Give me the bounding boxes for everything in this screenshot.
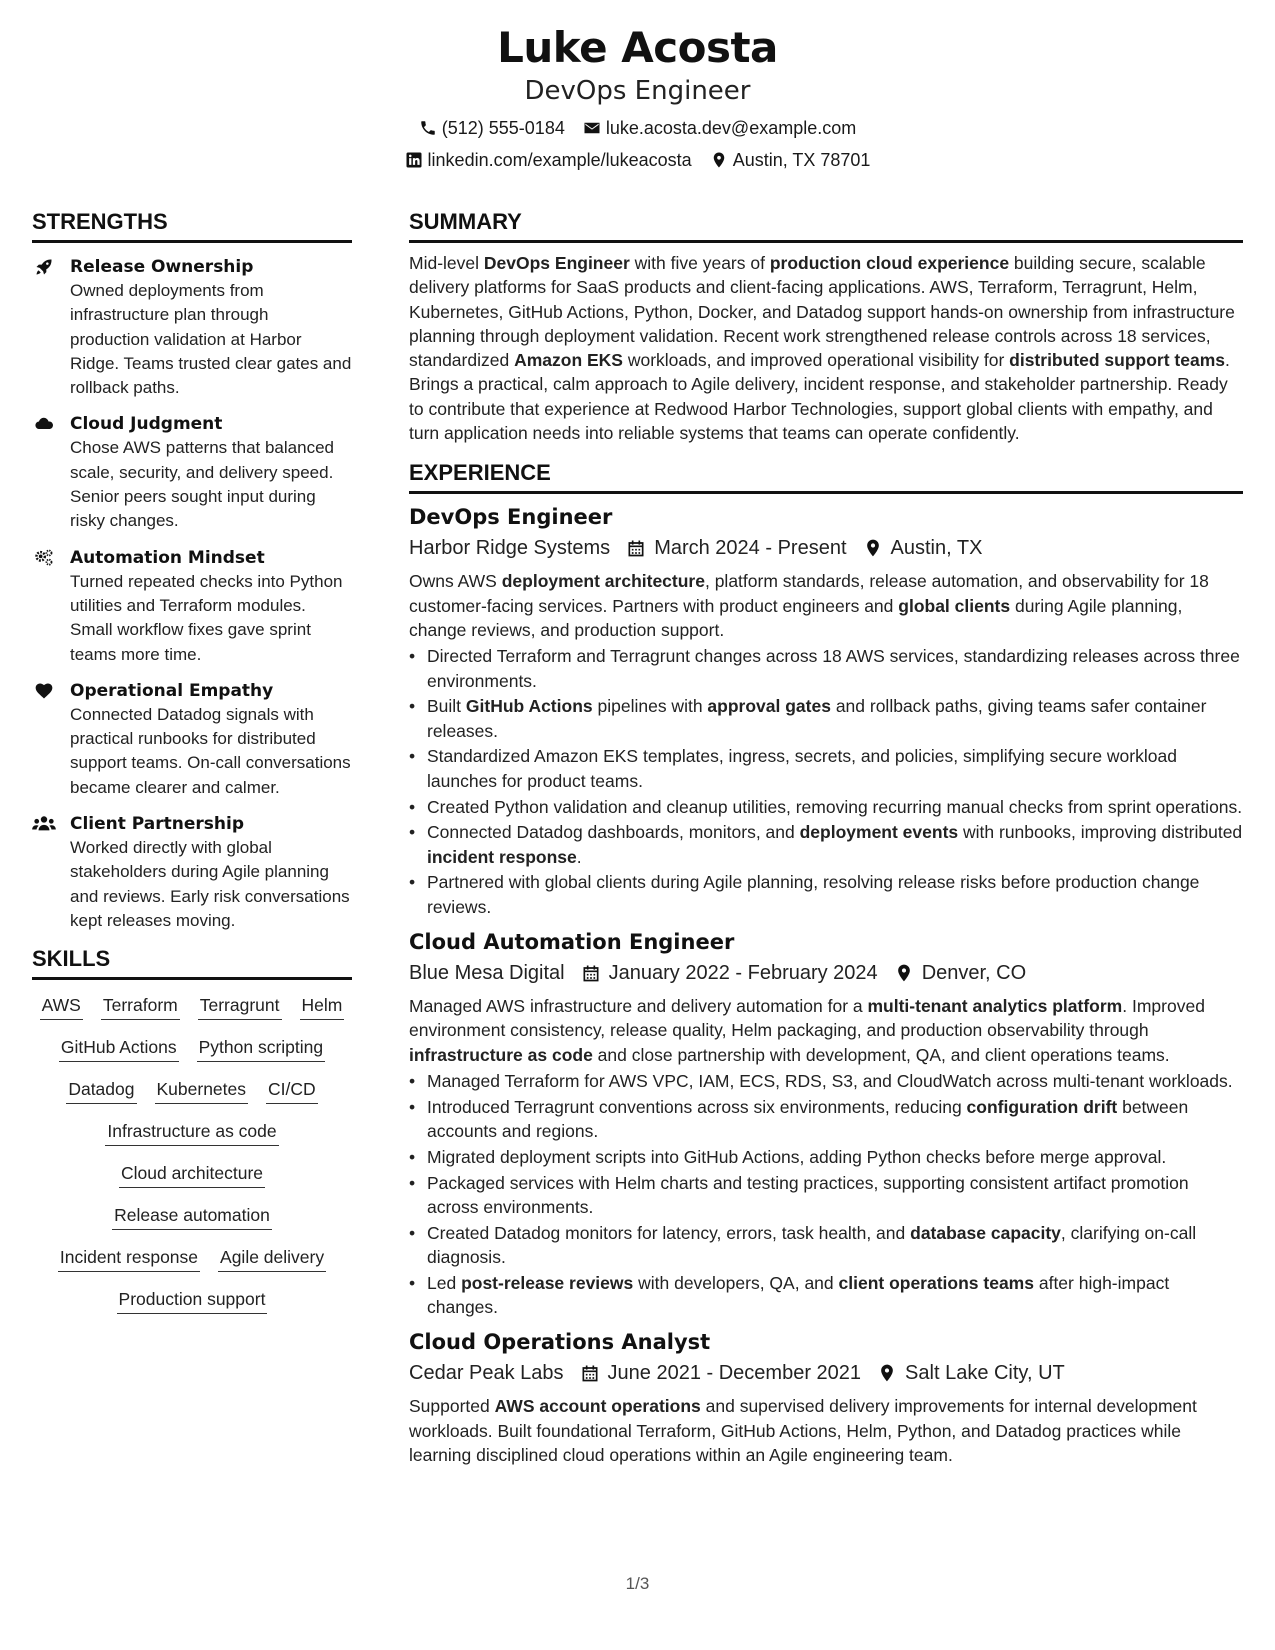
strength-item <box>32 412 352 533</box>
candidate-title: DevOps Engineer <box>524 76 751 106</box>
job-dates: March 2024 - Present <box>654 537 847 560</box>
strength-item <box>32 679 352 800</box>
cloud-icon <box>32 414 56 434</box>
job-dates: January 2022 - February 2024 <box>608 962 878 985</box>
strength-item <box>32 546 352 667</box>
skill-tag: Infrastructure as code <box>105 1118 278 1146</box>
bold-keyword: Amazon EKS <box>514 350 623 371</box>
bold-keyword: database capacity <box>910 1222 1061 1243</box>
strength-desc: Turned repeated checks into Python utilities and Terraform modules. Small workflow fixes gave sprint teams more time. <box>70 571 343 664</box>
bold-keyword: global clients <box>898 595 1011 616</box>
strength-title: Client Partnership <box>70 814 245 835</box>
job-location: Austin, TX <box>890 537 983 560</box>
calendar-icon <box>581 963 601 983</box>
gears-icon <box>32 548 56 568</box>
bold-keyword: AWS account operations <box>494 1396 701 1417</box>
map-pin-icon <box>710 151 728 169</box>
skill-tag: Terragrunt <box>198 992 282 1020</box>
bullet-item: • Led post-release reviews with developers, QA, and client operations teams after high-impact changes. <box>409 1271 1243 1320</box>
linkedin-text: linkedin.com/example/lukeacosta <box>427 150 692 170</box>
phone-icon <box>419 119 437 137</box>
strength-desc: Chose AWS patterns that balanced scale, security, and delivery speed. Senior peers sought input during risky changes. <box>70 438 334 531</box>
strengths-heading: STRENGTHS <box>32 208 352 243</box>
strength-desc: Connected Datadog signals with practical runbooks for distributed support teams. On-call conversations became clearer and calmer. <box>70 704 351 797</box>
envelope-icon <box>583 119 601 137</box>
job-company: Blue Mesa Digital <box>409 962 565 985</box>
job-bullets <box>409 1069 1243 1319</box>
bullet-item: • Managed Terraform for AWS VPC, IAM, ECS, RDS, S3, and CloudWatch across multi-tenant workloads. <box>409 1069 1243 1093</box>
bullet-item: • Connected Datadog dashboards, monitors, and deployment events with runbooks, improving distributed incident response. <box>409 820 1243 869</box>
summary-heading: SUMMARY <box>409 208 1243 243</box>
bold-keyword: deployment events <box>799 822 959 843</box>
job-bullets <box>409 644 1243 919</box>
linkedin-icon <box>405 151 423 169</box>
skill-tag: Helm <box>300 992 345 1020</box>
bullet-item: • Migrated deployment scripts into GitHub Actions, adding Python checks before merge approval. <box>409 1145 1243 1169</box>
map-pin-icon <box>863 538 883 558</box>
strength-title: Cloud Judgment <box>70 414 223 435</box>
experience-heading: EXPERIENCE <box>409 459 1243 494</box>
summary-text: Mid-level DevOps Engineer with five years of production cloud experience building secure, scalable delivery platforms for SaaS products and client-facing applications. AWS, Terraform, Terragrunt, Helm, Kubernetes, GitHub Actions, Python, Docker, and Datadog support hands-on ownership from infrastructure planning through deployment validation. Recent work strengthened release controls across 18 services, standardized Amazon EKS workloads, and improved operational visibility for distributed support teams. Brings a practical, calm approach to Agile delivery, incident response, and stakeholder partnership. Ready to contribute that experience at Redwood Harbor Technologies, support global clients with empathy, and turn application needs into reliable systems that teams can operate confidently. <box>409 253 1235 444</box>
bold-keyword: configuration drift <box>966 1096 1118 1117</box>
bold-keyword: approval gates <box>707 696 831 717</box>
strength-title: Operational Empathy <box>70 680 274 701</box>
calendar-icon <box>626 538 646 558</box>
heart-icon <box>32 681 56 701</box>
skill-tag: Agile delivery <box>218 1244 326 1272</box>
job-dates: June 2021 - December 2021 <box>607 1362 862 1385</box>
job-location: Salt Lake City, UT <box>905 1362 1065 1385</box>
users-icon <box>32 814 56 834</box>
bullet-item: • Created Datadog monitors for latency, errors, task health, and database capacity, clarifying on-call diagnosis. <box>409 1221 1243 1270</box>
skill-tag: Datadog <box>66 1076 136 1104</box>
page-number: 1/3 <box>625 1574 650 1593</box>
skill-tag: Python scripting <box>197 1034 326 1062</box>
job-description: Supported AWS account operations and supervised delivery improvements for internal development workloads. Built foundational Terraform, GitHub Actions, Helm, Python, and Datadog practices while learning disciplined cloud operations within an Agile engineering team. <box>409 1396 1197 1465</box>
bullet-item: • Standardized Amazon EKS templates, ingress, secrets, and policies, simplifying secure workload launches for product teams. <box>409 744 1243 793</box>
location-text: Austin, TX 78701 <box>732 150 871 170</box>
bullet-item: • Directed Terraform and Terragrunt changes across 18 AWS services, standardizing releases across three environments. <box>409 644 1243 693</box>
bold-keyword: client operations teams <box>838 1272 1034 1293</box>
bold-keyword: multi-tenant analytics platform <box>867 996 1123 1017</box>
skill-tag: GitHub Actions <box>59 1034 179 1062</box>
rocket-icon <box>32 257 56 277</box>
bold-keyword: post-release reviews <box>461 1272 634 1293</box>
candidate-name: Luke Acosta <box>497 23 778 72</box>
job-title: Cloud Automation Engineer <box>409 930 735 955</box>
phone-contact[interactable] <box>419 117 565 139</box>
strengths-list <box>32 255 352 933</box>
map-pin-icon <box>877 1363 897 1383</box>
skill-tag: CI/CD <box>266 1076 318 1104</box>
job-location: Denver, CO <box>921 962 1027 985</box>
job-description: Owns AWS deployment architecture, platform standards, release automation, and observability for 18 customer-facing services. Partners with product engineers and global clients during Agile planning, change reviews, and production support. <box>409 571 1209 640</box>
skill-tag: Incident response <box>58 1244 200 1272</box>
calendar-icon <box>580 1363 600 1383</box>
strength-item <box>32 255 352 400</box>
skills-list <box>32 992 352 1314</box>
job-meta <box>409 958 1243 988</box>
strength-title: Automation Mindset <box>70 547 265 568</box>
email-text: luke.acosta.dev@example.com <box>605 118 857 138</box>
skill-tag: Kubernetes <box>155 1076 249 1104</box>
strength-desc: Worked directly with global stakeholders during Agile planning and reviews. Early risk conversations kept releases moving. <box>70 838 350 930</box>
strength-desc: Owned deployments from infrastructure plan through production validation at Harbor Ridge. Teams trusted clear gates and rollback paths. <box>70 281 352 398</box>
job-title: DevOps Engineer <box>409 505 613 530</box>
email-contact[interactable] <box>583 117 856 139</box>
skill-tag: Cloud architecture <box>119 1160 265 1188</box>
bold-keyword: deployment architecture <box>501 571 705 592</box>
map-pin-icon <box>894 963 914 983</box>
bold-keyword: incident response <box>427 846 577 867</box>
linkedin-contact[interactable] <box>405 149 692 171</box>
bullet-item: • Packaged services with Helm charts and testing practices, supporting consistent artifact promotion across environments. <box>409 1171 1243 1220</box>
strength-title: Release Ownership <box>70 257 254 277</box>
phone-text: (512) 555-0184 <box>441 118 565 138</box>
job-entry <box>409 1327 1243 1467</box>
skill-tag: AWS <box>40 992 83 1020</box>
bold-keyword: infrastructure as code <box>409 1044 593 1065</box>
resume-header <box>0 22 1275 171</box>
location-contact <box>710 149 871 171</box>
bold-keyword: DevOps Engineer <box>483 253 630 273</box>
bullet-item: • Partnered with global clients during Agile planning, resolving release risks before production change reviews. <box>409 870 1243 919</box>
contact-row-2 <box>0 149 1275 171</box>
bullet-item: • Built GitHub Actions pipelines with approval gates and rollback paths, giving teams safer container releases. <box>409 694 1243 743</box>
right-column <box>409 208 1243 1467</box>
job-company: Harbor Ridge Systems <box>409 537 611 560</box>
job-entry <box>409 927 1243 1319</box>
job-description: Managed AWS infrastructure and delivery automation for a multi-tenant analytics platform. Improved environment consistency, release quality, Helm packaging, and production observability through infrastructure as code and close partnership with development, QA, and client operations teams. <box>409 996 1205 1065</box>
job-company: Cedar Peak Labs <box>409 1362 564 1385</box>
bullet-item: • Created Python validation and cleanup utilities, removing recurring manual checks from sprint operations. <box>409 795 1243 819</box>
bold-keyword: distributed support teams <box>1009 350 1225 371</box>
job-title: Cloud Operations Analyst <box>409 1330 711 1355</box>
bullet-item: • Introduced Terragrunt conventions across six environments, reducing configuration drift between accounts and regions. <box>409 1095 1243 1144</box>
job-meta <box>409 533 1243 563</box>
skill-tag: Release automation <box>112 1202 272 1230</box>
bold-keyword: GitHub Actions <box>465 696 593 717</box>
strength-item <box>32 812 352 933</box>
skill-tag: Terraform <box>101 992 180 1020</box>
contact-row-1 <box>0 117 1275 139</box>
job-entry <box>409 502 1243 919</box>
skills-heading: SKILLS <box>32 945 352 980</box>
left-column <box>32 208 352 1314</box>
skill-tag: Production support <box>117 1286 268 1314</box>
job-meta <box>409 1358 1243 1388</box>
bold-keyword: production cloud experience <box>769 253 1010 273</box>
